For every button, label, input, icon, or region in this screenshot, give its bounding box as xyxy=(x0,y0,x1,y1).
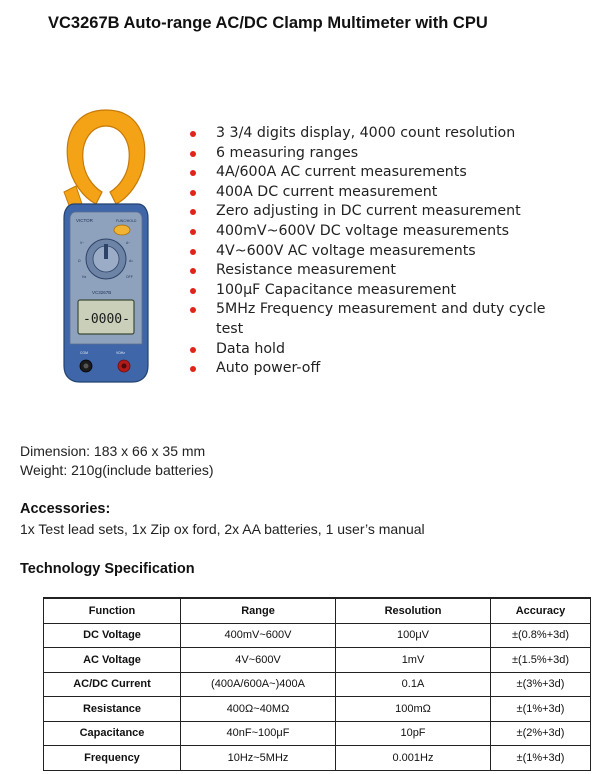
list-item: 3 3/4 digits display, 4000 count resolution xyxy=(190,124,590,144)
bullet-icon xyxy=(190,307,196,313)
list-item: 4V~600V AC voltage measurements xyxy=(190,242,590,262)
accessories-heading: Accessories: xyxy=(20,501,111,517)
table-row xyxy=(44,721,591,746)
svg-text:V~: V~ xyxy=(80,241,85,245)
svg-text:A=: A= xyxy=(129,259,134,263)
model-label: VC3267B xyxy=(92,290,112,295)
feature-list xyxy=(190,124,590,379)
table-cell: 0.001Hz xyxy=(336,746,491,771)
lcd-readout: -0000- xyxy=(83,312,130,327)
table-cell: ±(1%+3d) xyxy=(491,746,591,771)
page-title: VC3267B Auto-range AC/DC Clamp Multimeter with CPU xyxy=(48,14,488,32)
clamp-jaw xyxy=(67,110,144,204)
bullet-icon xyxy=(190,151,196,157)
list-item: 5MHz Frequency measurement and duty cycle test xyxy=(190,300,546,339)
table-cell: 1mV xyxy=(336,648,491,673)
list-item: 6 measuring ranges xyxy=(190,144,590,164)
svg-text:A~: A~ xyxy=(126,241,131,245)
table-cell: 10Hz~5MHz xyxy=(181,746,336,771)
bullet-icon xyxy=(190,170,196,176)
table-row xyxy=(44,746,591,771)
table-header-row xyxy=(44,598,591,623)
table-cell: AC/DC Current xyxy=(44,672,181,697)
table-cell: 4V~600V xyxy=(181,648,336,673)
list-item: 100μF Capacitance measurement xyxy=(190,281,590,301)
table-cell: AC Voltage xyxy=(44,648,181,673)
svg-text:Hz: Hz xyxy=(82,275,87,279)
list-item: Auto power-off xyxy=(190,359,590,379)
table-cell: ±(0.8%+3d) xyxy=(491,623,591,648)
bullet-icon xyxy=(190,229,196,235)
table-cell: Capacitance xyxy=(44,721,181,746)
bullet-icon xyxy=(190,366,196,372)
dimension-text: Dimension: 183 x 66 x 35 mm xyxy=(20,443,206,459)
bullet-icon xyxy=(190,288,196,294)
table-cell: (400A/600A~)400A xyxy=(181,672,336,697)
terminal-v-label: VΩHz xyxy=(116,351,125,355)
clamp-meter-image xyxy=(56,104,156,386)
list-item: Data hold xyxy=(190,340,590,360)
table-row xyxy=(44,623,591,648)
button-label: FUNC/HOLD xyxy=(116,219,137,223)
table-row xyxy=(44,672,591,697)
table-cell: 400mV~600V xyxy=(181,623,336,648)
column-header: Range xyxy=(181,598,336,623)
table-row xyxy=(44,648,591,673)
table-cell: 100mΩ xyxy=(336,697,491,722)
table-cell: 400Ω~40MΩ xyxy=(181,697,336,722)
table-cell: ±(1%+3d) xyxy=(491,697,591,722)
list-item: 400A DC current measurement xyxy=(190,183,590,203)
table-cell: 0.1A xyxy=(336,672,491,697)
table-cell: Frequency xyxy=(44,746,181,771)
bullet-icon xyxy=(190,268,196,274)
weight-text: Weight: 210g(include batteries) xyxy=(20,462,214,478)
svg-text:Ω: Ω xyxy=(78,259,81,263)
list-item: Resistance measurement xyxy=(190,261,590,281)
terminal-com-label: COM xyxy=(80,351,88,355)
bullet-icon xyxy=(190,347,196,353)
table-cell: DC Voltage xyxy=(44,623,181,648)
func-hold-button xyxy=(114,225,130,235)
table-cell: Resistance xyxy=(44,697,181,722)
brand-label: VICTOR xyxy=(76,218,93,223)
list-item: 4A/600A AC current measurements xyxy=(190,163,590,183)
column-header: Function xyxy=(44,598,181,623)
table-cell: 100μV xyxy=(336,623,491,648)
bullet-icon xyxy=(190,190,196,196)
list-item: 400mV~600V DC voltage measurements xyxy=(190,222,590,242)
spec-table xyxy=(43,597,591,771)
spec-heading: Technology Specification xyxy=(20,561,195,577)
bullet-icon xyxy=(190,249,196,255)
svg-text:OFF: OFF xyxy=(126,275,133,279)
list-item: Zero adjusting in DC current measurement xyxy=(190,202,590,222)
table-cell: 10pF xyxy=(336,721,491,746)
table-cell: ±(3%+3d) xyxy=(491,672,591,697)
table-cell: ±(2%+3d) xyxy=(491,721,591,746)
dial-pointer xyxy=(104,244,108,259)
table-cell: ±(1.5%+3d) xyxy=(491,648,591,673)
column-header: Accuracy xyxy=(491,598,591,623)
bullet-icon xyxy=(190,131,196,137)
bullet-icon xyxy=(190,209,196,215)
table-cell: 40nF~100μF xyxy=(181,721,336,746)
column-header: Resolution xyxy=(336,598,491,623)
table-row xyxy=(44,697,591,722)
accessories-text: 1x Test lead sets, 1x Zip ox ford, 2x AA batteries, 1 user’s manual xyxy=(20,521,425,537)
